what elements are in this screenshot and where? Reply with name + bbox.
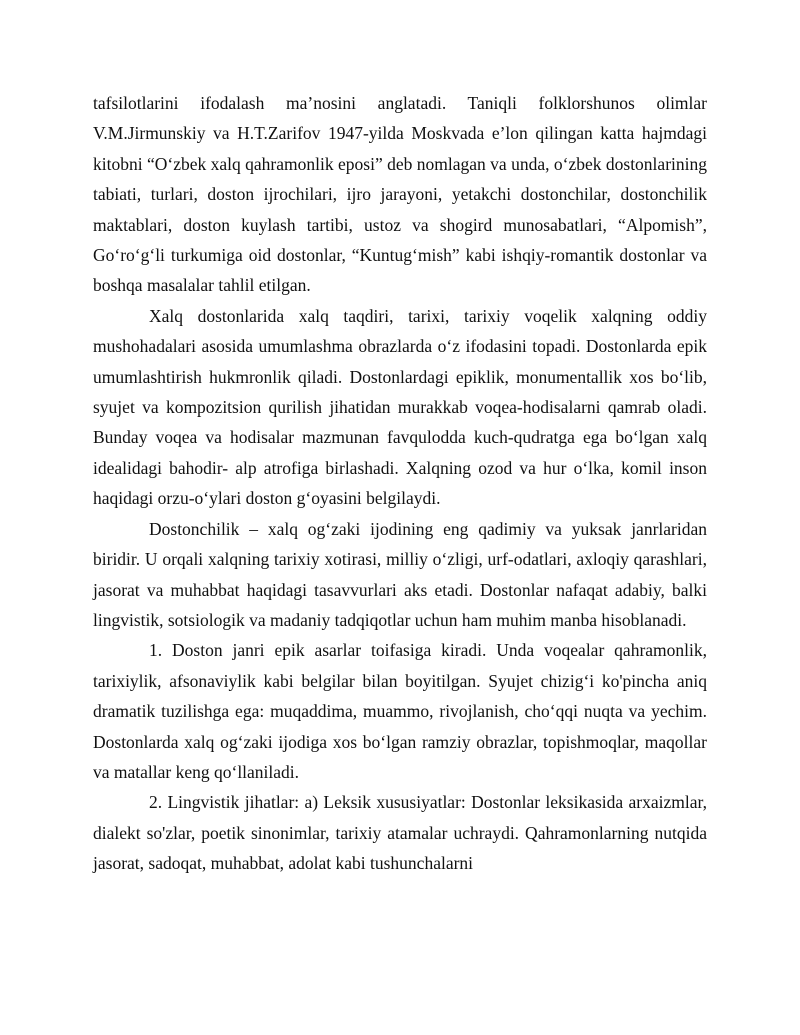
- document-page: [93, 88, 707, 879]
- paragraph-point-2: 2. Lingvistik jihatlar: a) Leksik xususiyatlar: Dostonlar leksikasida arxaizmlar, dialekt so'zlar, poetik sinonimlar, tarixiy atamalar uchraydi. Qahramonlarning nutqida jasorat, sadoqat, muhabbat, adolat kabi tushunchalarni: [93, 792, 707, 874]
- paragraph-folk-epics: Xalq dostonlarida xalq taqdiri, tarixi, tarixiy voqelik xalqning oddiy mushohadalari asosida umumlashma obrazlarda o‘z ifodasini topadi. Dostonlarda epik umumlashtirish hukmronlik qiladi. Dostonlardagi epiklik, monumentallik xos bo‘lib, syujet va kompozitsion qurilish jihatidan murakkab voqea-hodisalarni qamrab oladi. Bunday voqea va hodisalar mazmunan favqulodda kuch-qudratga ega bo‘lgan xalq idealidagi bahodir- alp atrofiga birlashadi. Xalqning ozod va hur o‘lka, komil inson haqidagi orzu-o‘ylari doston g‘oyasini belgilaydi.: [93, 305, 707, 509]
- paragraph-point-1: 1. Doston janri epik asarlar toifasiga kiradi. Unda voqealar qahramonlik, tarixiylik, afsonaviylik kabi belgilar bilan boyitilgan. Syujet chizig‘i ko'pincha aniq dramatik tuzilishga ega: muqaddima, muammo, rivojlanish, cho‘qqi nuqta va yechim. Dostonlarda xalq og‘zaki ijodiga xos bo‘lgan ramziy obrazlar, topishmoqlar, maqollar va matallar keng qo‘llaniladi.: [93, 640, 707, 782]
- paragraph-dostonchilik: Dostonchilik – xalq og‘zaki ijodining eng qadimiy va yuksak janrlaridan biridir. U orqali xalqning tarixiy xotirasi, milliy o‘zligi, urf-odatlari, axloqiy qarashlari, jasorat va muhabbat haqidagi tasavvurlari aks etadi. Dostonlar nafaqat adabiy, balki lingvistik, sotsiologik va madaniy tadqiqotlar uchun ham muhim manba hisoblanadi.: [93, 518, 707, 630]
- paragraph-continuation: tafsilotlarini ifodalash ma’nosini anglatadi. Taniqli folklorshunos olimlar V.M.Jirmunskiy va H.T.Zarifov 1947-yilda Moskvada e’lon qilingan katta hajmdagi kitobni “O‘zbek xalq qahramonlik eposi” deb nomlagan va unda, o‘zbek dostonlarining tabiati, turlari, doston ijrochilari, ijro jarayoni, yetakchi dostonchilar, dostonchilik maktablari, doston kuylash tartibi, ustoz va shogird munosabatlari, “Alpomish”, Go‘ro‘g‘li turkumiga oid dostonlar, “Kuntug‘mish” kabi ishqiy-romantik dostonlar va boshqa masalalar tahlil etilgan.: [93, 93, 707, 296]
